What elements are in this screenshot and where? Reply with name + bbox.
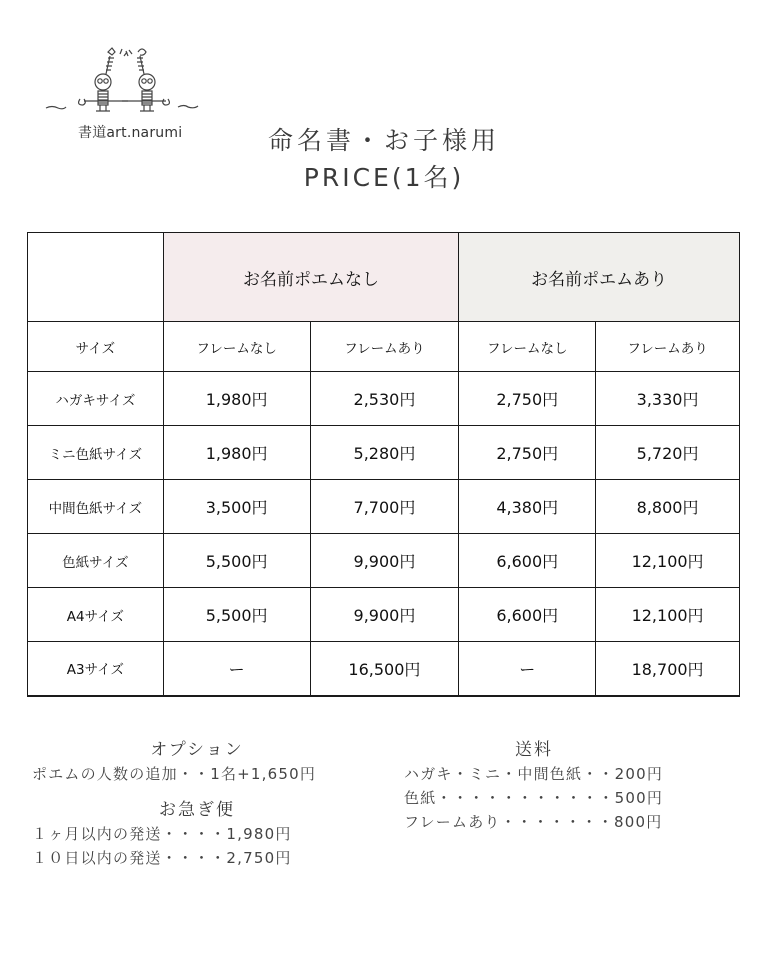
shipping-item: ハガキ・ミニ・中間色紙・・200円 xyxy=(404,765,664,783)
shipping-section xyxy=(404,738,724,834)
table-corner-cell xyxy=(28,233,164,322)
size-cell: ミニ色紙サイズ xyxy=(28,426,164,480)
price-cell: 2,750円 xyxy=(459,426,596,480)
column-header-no-frame: フレームなし xyxy=(163,322,310,372)
options-section xyxy=(32,738,362,870)
option-item: ポエムの人数の追加・・1名+1,650円 xyxy=(32,765,317,783)
column-header-no-frame: フレームなし xyxy=(459,322,596,372)
price-cell: 3,500円 xyxy=(163,480,310,534)
table-row xyxy=(28,588,740,642)
table-row xyxy=(28,372,740,426)
shipping-heading: 送料 xyxy=(515,740,553,760)
price-cell: 5,500円 xyxy=(163,534,310,588)
price-cell: 7,700円 xyxy=(310,480,459,534)
price-cell: 3,330円 xyxy=(596,372,740,426)
shipping-item: 色紙・・・・・・・・・・・500円 xyxy=(404,789,664,807)
price-cell: 9,900円 xyxy=(310,534,459,588)
group-header-with-poem: お名前ポエムあり xyxy=(459,233,740,322)
price-cell: ー xyxy=(459,642,596,696)
size-cell: A3サイズ xyxy=(28,642,164,696)
price-cell: 9,900円 xyxy=(310,588,459,642)
table-row xyxy=(28,534,740,588)
price-cell: 12,100円 xyxy=(596,534,740,588)
table-row xyxy=(28,642,740,696)
express-item: １ヶ月以内の発送・・・・1,980円 xyxy=(32,825,292,843)
price-cell: 5,280円 xyxy=(310,426,459,480)
price-cell: 8,800円 xyxy=(596,480,740,534)
price-cell: 12,100円 xyxy=(596,588,740,642)
price-cell: 18,700円 xyxy=(596,642,740,696)
options-heading: オプション xyxy=(150,740,244,760)
size-cell: 色紙サイズ xyxy=(28,534,164,588)
price-cell: 1,980円 xyxy=(163,426,310,480)
table-group-header-row xyxy=(28,233,740,322)
price-cell: 2,750円 xyxy=(459,372,596,426)
size-cell: ハガキサイズ xyxy=(28,372,164,426)
column-header-size: サイズ xyxy=(28,322,164,372)
table-sub-header-row xyxy=(28,322,740,372)
brand-name: 書道art.narumi xyxy=(78,125,183,141)
price-table xyxy=(27,232,740,697)
table-row xyxy=(28,480,740,534)
price-cell: 6,600円 xyxy=(459,588,596,642)
price-cell: 6,600円 xyxy=(459,534,596,588)
price-cell: 1,980円 xyxy=(163,372,310,426)
price-cell: 5,500円 xyxy=(163,588,310,642)
express-item: １０日以内の発送・・・・2,750円 xyxy=(32,849,292,867)
size-cell: 中間色紙サイズ xyxy=(28,480,164,534)
page-title: 命名書・お子様用 xyxy=(267,126,500,155)
price-cell: 16,500円 xyxy=(310,642,459,696)
table-row xyxy=(28,426,740,480)
size-cell: A4サイズ xyxy=(28,588,164,642)
price-cell: 2,530円 xyxy=(310,372,459,426)
calligraphy-characters-icon xyxy=(40,44,210,119)
price-cell: ー xyxy=(163,642,310,696)
price-cell: 4,380円 xyxy=(459,480,596,534)
express-heading: お急ぎ便 xyxy=(159,800,235,820)
price-cell: 5,720円 xyxy=(596,426,740,480)
column-header-with-frame: フレームあり xyxy=(596,322,740,372)
group-header-no-poem: お名前ポエムなし xyxy=(163,233,459,322)
page-subtitle: PRICE(1名) xyxy=(303,163,465,192)
column-header-with-frame: フレームあり xyxy=(310,322,459,372)
shipping-item: フレームあり・・・・・・・800円 xyxy=(404,813,663,831)
